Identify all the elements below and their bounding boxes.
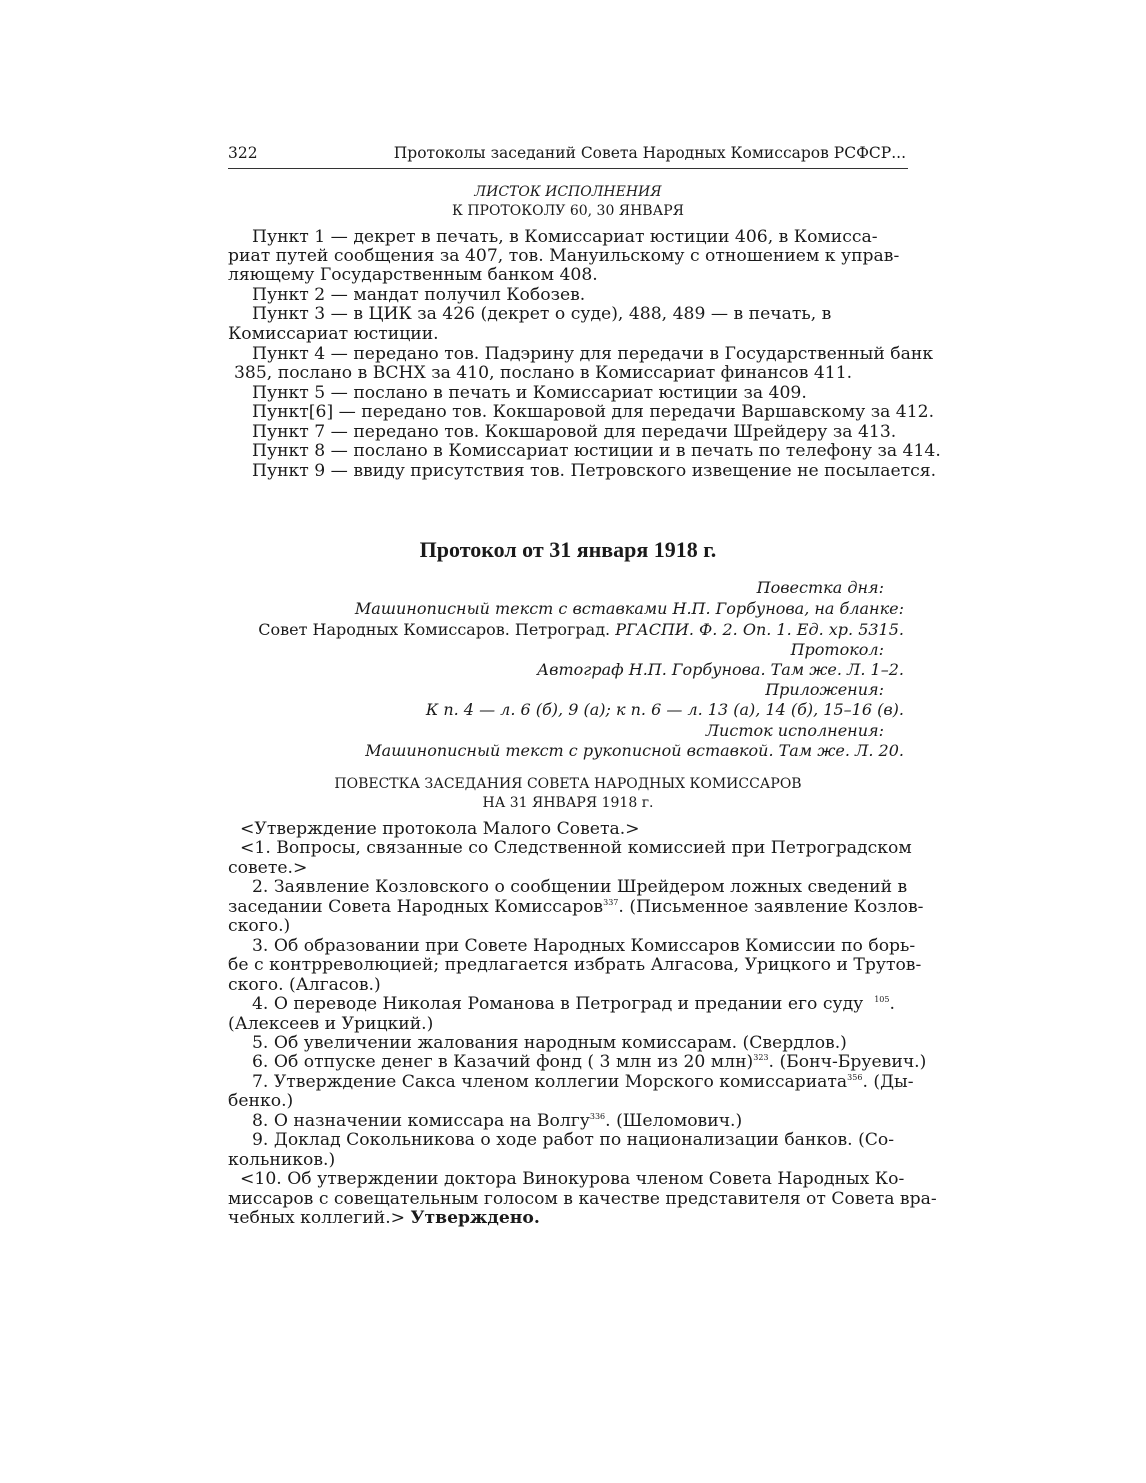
running-title: Протоколы заседаний Совета Народных Комиссаров РСФСР...	[393, 144, 906, 162]
agenda-line: 2. Заявление Козловского о сообщении Шрейдером ложных сведений в	[252, 877, 908, 897]
exec-line: Пункт 2 — мандат получил Кобозев.	[252, 285, 586, 305]
agenda-line-text: чебных коллегий.>	[228, 1208, 406, 1228]
source-line: Автограф Н.П. Горбунова. Там же. Л. 1–2.	[537, 660, 904, 679]
exec-line: риат путей сообщения за 407, тов. Мануильскому с отношением к управ-	[228, 246, 900, 266]
exec-line: Пункт 4 — передано тов. Падэрину для передачи в Государственный банк	[252, 344, 934, 364]
agenda-line	[252, 1073, 914, 1092]
agenda-title: ПОВЕСТКА ЗАСЕДАНИЯ СОВЕТА НАРОДНЫХ КОМИССАРОВ	[334, 776, 802, 792]
protocol-title: Протокол от 31 января 1918 г.	[419, 537, 717, 562]
footnote-ref: 336	[589, 1112, 606, 1121]
exec-line: Пункт 7 — передано тов. Кокшаровой для передачи Шрейдеру за 413.	[252, 422, 897, 442]
agenda-line	[252, 1112, 742, 1131]
running-head	[228, 142, 908, 169]
agenda-line-text: 4. О переводе Николая Романова в Петроград и предании его суду	[252, 994, 864, 1014]
agenda-line	[252, 1053, 926, 1072]
agenda-line-text: заседании Совета Народных Комиссаров	[228, 897, 604, 917]
agenda-line: <1. Вопросы, связанные со Следственной комиссией при Петроградском	[240, 838, 912, 858]
exec-line: Пункт 1 — декрет в печать, в Комиссариат юстиции 406, в Комисса-	[252, 227, 878, 247]
agenda-line-text: . (Ды-	[862, 1072, 914, 1092]
agenda-line-text: . (Шеломович.)	[605, 1111, 743, 1131]
agenda-line-text: 7. Утверждение Сакса членом коллегии Морского комиссариата	[252, 1072, 848, 1092]
exec-line: Пункт[6] — передано тов. Кокшаровой для передачи Варшавскому за 412.	[252, 402, 935, 422]
agenda-line: миссаров с совещательным голосом в качестве представителя от Совета вра-	[228, 1189, 937, 1209]
exec-line: Пункт 3 — в ЦИК за 426 (декрет о суде), 488, 489 — в печать, в	[252, 304, 832, 324]
agenda-line	[228, 898, 923, 917]
source-label: Приложения:	[765, 680, 884, 699]
source-archive-ref: РГАСПИ. Ф. 2. Оп. 1. Ед. хр. 5315.	[615, 620, 904, 639]
agenda-line: кольников.)	[228, 1150, 336, 1170]
agenda-line-text: . (Письменное заявление Козлов-	[618, 897, 924, 917]
agenda-line-text: 8. О назначении комиссара на Волгу	[252, 1111, 590, 1131]
agenda-line-text: 6. Об отпуске денег в Казачий фонд ( 3 млн из 20 млн)	[252, 1052, 754, 1072]
agenda-line: 5. Об увеличении жалования народным комиссарам. (Свердлов.)	[252, 1033, 847, 1053]
agenda-line	[228, 1209, 540, 1228]
agenda-line: (Алексеев и Урицкий.)	[228, 1014, 434, 1034]
source-plain-text: Совет Народных Комиссаров. Петроград.	[258, 620, 611, 639]
agenda-line-text: . (Бонч-Бруевич.)	[768, 1052, 927, 1072]
agenda-line: совете.>	[228, 858, 308, 878]
execution-sheet-title: ЛИСТОК ИСПОЛНЕНИЯ	[474, 184, 662, 200]
agenda-line: ского. (Алгасов.)	[228, 975, 381, 995]
agenda-line: бе с контрреволюцией; предлагается избрать Алгасова, Урицкого и Трутов-	[228, 955, 922, 975]
source-line: Машинописный текст с вставками Н.П. Горбунова, на бланке:	[354, 599, 904, 618]
source-line: Машинописный текст с рукописной вставкой. Там же. Л. 20.	[365, 741, 904, 760]
exec-line: Пункт 8 — послано в Комиссариат юстиции и в печать по телефону за 414.	[252, 441, 941, 461]
agenda-line: <10. Об утверждении доктора Винокурова членом Совета Народных Ко-	[240, 1169, 905, 1189]
approved-mark: Утверждено.	[410, 1208, 540, 1228]
footnote-ref: 105	[874, 995, 890, 1004]
exec-line: Пункт 5 — послано в печать и Комиссариат юстиции за 409.	[252, 383, 807, 403]
agenda-subtitle: НА 31 ЯНВАРЯ 1918 г.	[482, 795, 654, 811]
footnote-ref: 356	[847, 1073, 863, 1082]
page-number: 322	[228, 144, 258, 162]
source-line-archive	[258, 620, 904, 639]
exec-line: Пункт 9 — ввиду присутствия тов. Петровского извещение не посылается.	[252, 461, 937, 481]
exec-line: 385, послано в ВСНХ за 410, послано в Комиссариат финансов 411.	[234, 363, 853, 383]
agenda-line: 3. Об образовании при Совете Народных Комиссаров Комиссии по борь-	[252, 936, 916, 956]
agenda-line: 9. Доклад Сокольникова о ходе работ по национализации банков. (Со-	[252, 1130, 895, 1150]
exec-line: ляющему Государственным банком 408.	[228, 265, 598, 285]
agenda-line: ского.)	[228, 916, 291, 936]
source-label: Листок исполнения:	[705, 721, 884, 740]
agenda-line	[252, 995, 895, 1014]
agenda-line-text: .	[889, 994, 895, 1014]
footnote-ref: 323	[753, 1053, 769, 1062]
footnote-ref: 337	[603, 898, 619, 907]
execution-sheet-subtitle: К ПРОТОКОЛУ 60, 30 ЯНВАРЯ	[452, 203, 684, 219]
agenda-line: <Утверждение протокола Малого Совета.>	[240, 819, 640, 839]
exec-line: Комиссариат юстиции.	[228, 324, 439, 344]
source-label: Протокол:	[790, 640, 884, 659]
source-line: К п. 4 — л. 6 (б), 9 (а); к п. 6 — л. 13 (а), 14 (б), 15–16 (в).	[425, 700, 904, 719]
source-label: Повестка дня:	[756, 578, 884, 597]
agenda-line: бенко.)	[228, 1091, 294, 1111]
